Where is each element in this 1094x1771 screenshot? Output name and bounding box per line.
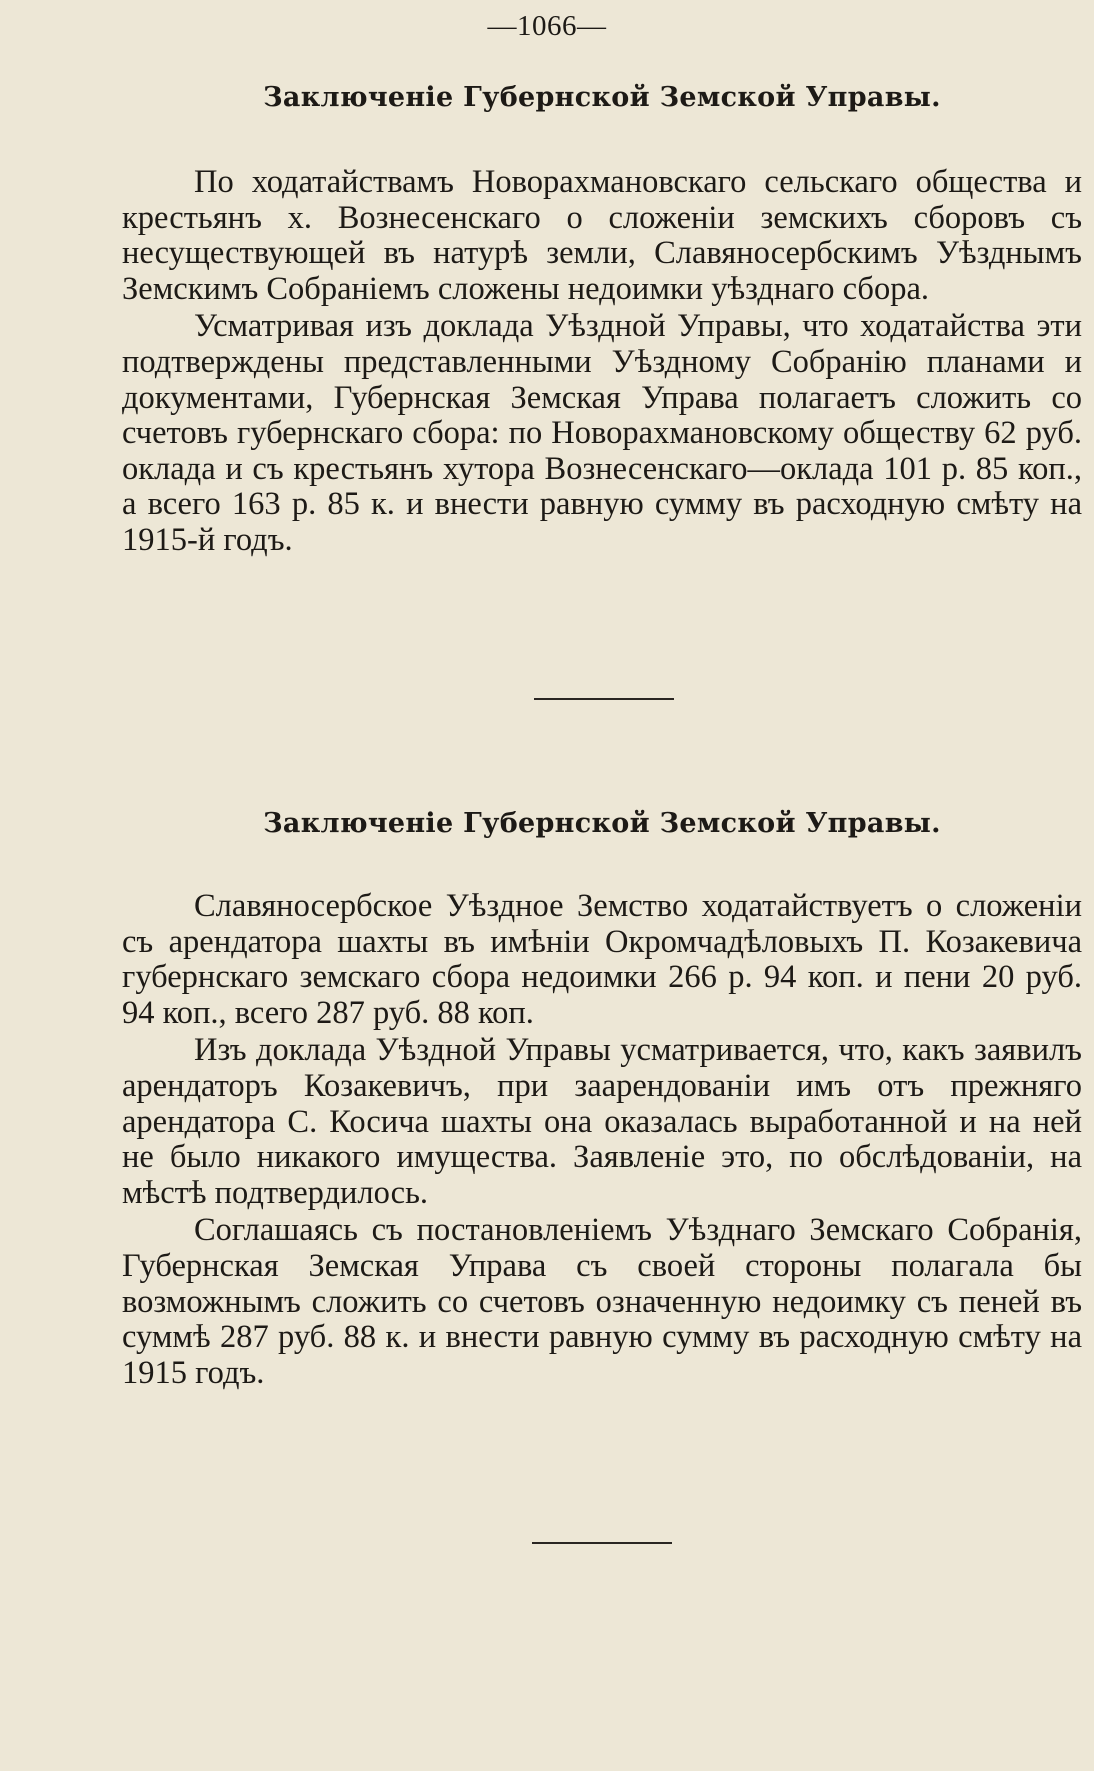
paragraph: Изъ доклада Уѣздной Управы усматривается, что, какъ заявилъ арендаторъ Козакевичъ, при заарендованіи имъ отъ прежняго арендатора С. Косича шахты она оказалась выработанной и на ней не было никакого имущества. Заявленіе это, по обслѣдованіи, на мѣстѣ подтвердилось. bbox=[122, 1032, 1082, 1211]
paragraph: Славяносербское Уѣздное Земство ходатайствуетъ о сложеніи съ арендатора шахты въ имѣніи Окромчадѣловыхъ П. Козакевича губернскаго земскаго сбора недоимки 266 р. 94 коп. и пени 20 руб. 94 коп., всего 287 руб. 88 коп. bbox=[122, 888, 1082, 1031]
paragraph: Соглашаясь съ постановленіемъ Уѣзднаго Земскаго Собранія, Губернская Земская Управа съ своей стороны полагала бы возможнымъ сложить со счетовъ означенную недоимку съ пеней въ суммѣ 287 руб. 88 к. и внести равную сумму въ расходную смѣту на 1915 годъ. bbox=[122, 1212, 1082, 1391]
paragraph: Усматривая изъ доклада Уѣздной Управы, что ходатайства эти подтверждены представленными Уѣздному Собранію планами и документами, Губернская Земская Управа полагаетъ сложить со счетовъ губернскаго сбора: по Новорахмановскому обществу 62 руб. оклада и съ крестьянъ хутора Вознесенскаго—оклада 101 р. 85 коп., а всего 163 р. 85 к. и внести равную сумму въ расходную смѣту на 1915-й годъ. bbox=[122, 308, 1082, 558]
page-number: —1066— bbox=[487, 10, 607, 42]
section-1 bbox=[122, 82, 1082, 559]
section-heading: Заключеніе Губернской Земской Управы. bbox=[263, 82, 941, 113]
section-heading: Заключеніе Губернской Земской Управы. bbox=[263, 808, 941, 839]
section-2 bbox=[122, 808, 1082, 1391]
paragraph: По ходатайствамъ Новорахмановскаго сельскаго общества и крестьянъ х. Вознесенскаго о сложеніи земскихъ сборовъ съ несуществующей въ натурѣ земли, Славяносербскимъ Уѣзднымъ Земскимъ Собраніемъ сложены недоимки уѣзднаго сбора. bbox=[122, 164, 1082, 307]
section-divider bbox=[532, 1542, 672, 1544]
section-divider bbox=[534, 698, 674, 700]
